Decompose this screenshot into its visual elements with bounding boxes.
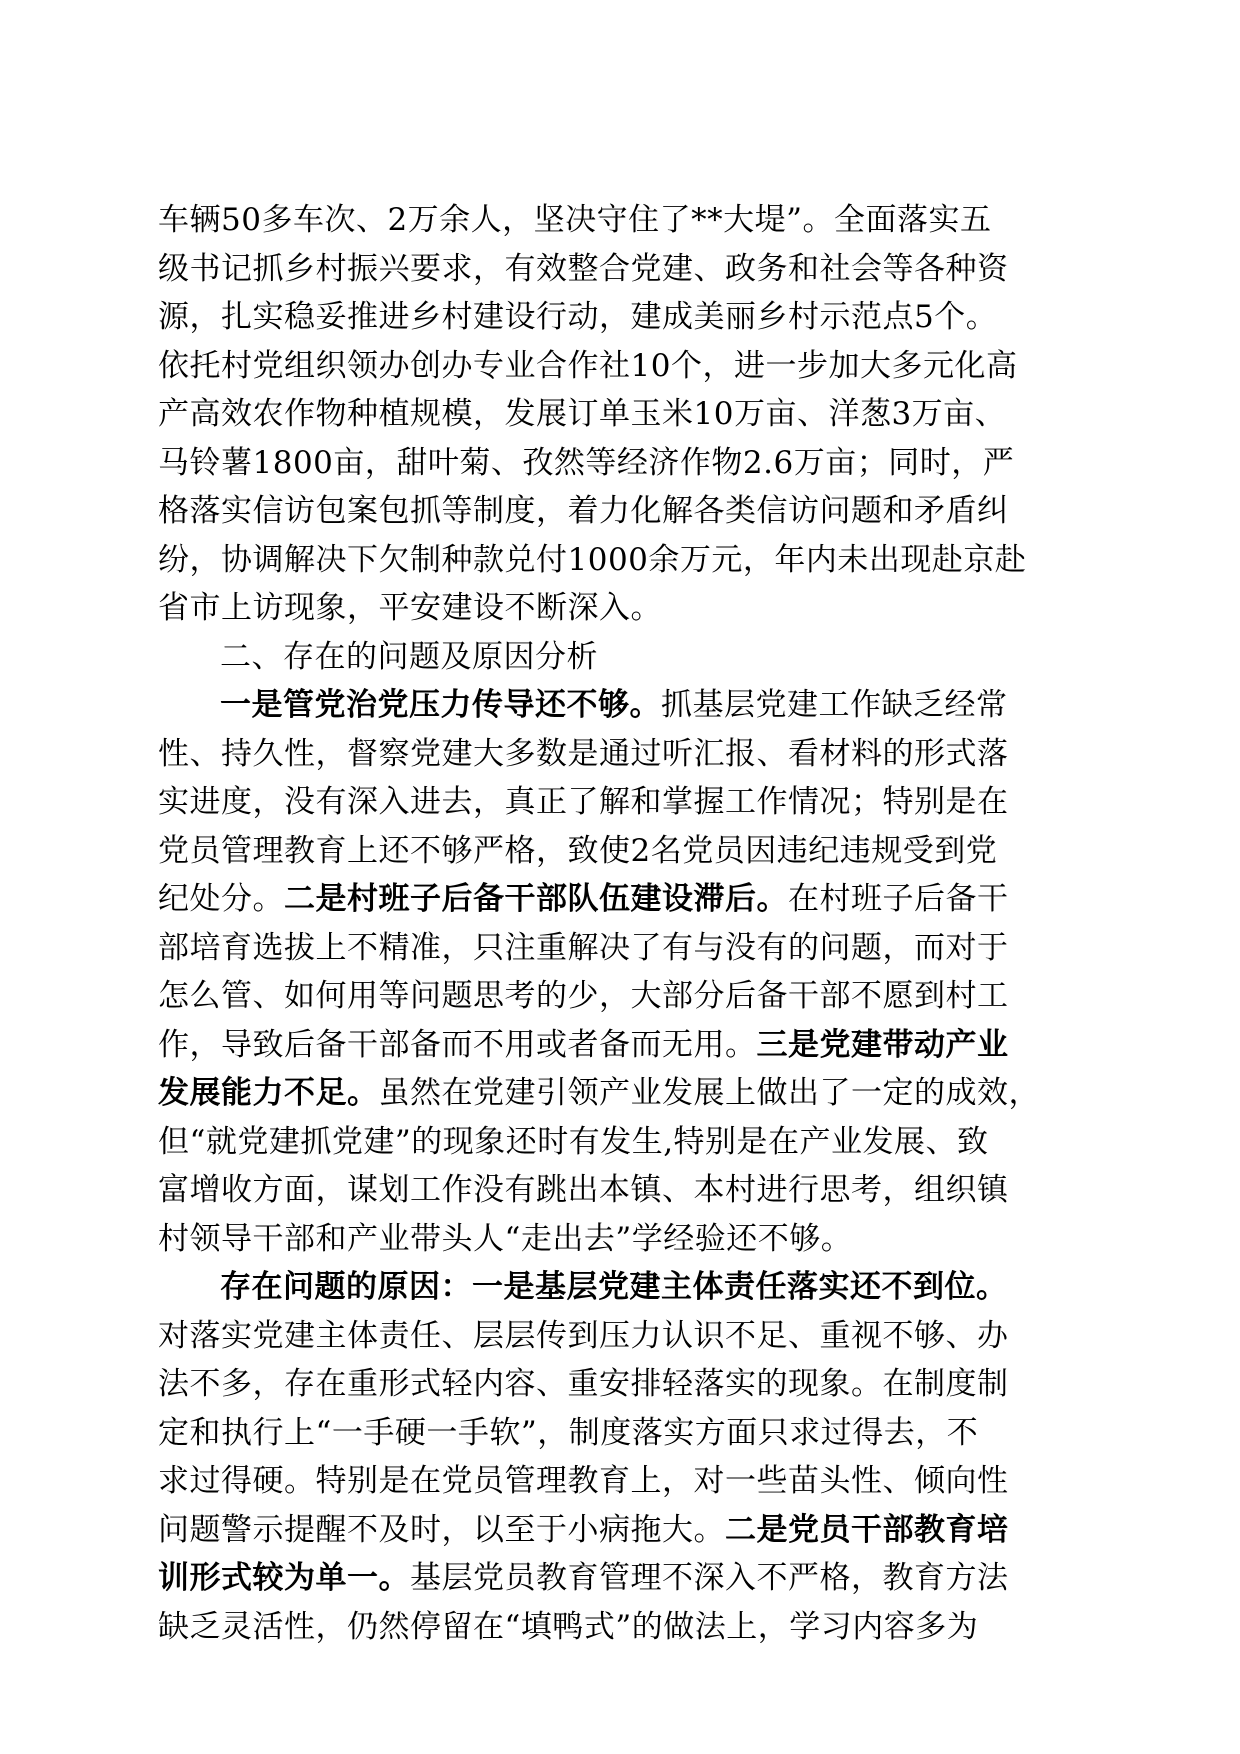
text-line: 实进度，没有深入进去，真正了解和掌握工作情况；特别是在 xyxy=(158,784,1009,820)
text-line: 缺乏灵活性，仍然停留在“填鸭式”的做法上，学习内容多为 xyxy=(158,1608,979,1645)
text-span: 作，导致后备干部备而不用或者备而无用。 xyxy=(158,1026,757,1063)
bold-lead: 训形式较为单一。 xyxy=(158,1560,410,1596)
section-heading-text: 二、存在的问题及原因分析 xyxy=(220,638,598,675)
text-line: 纷，协调解决下欠制种款兑付1000余万元，年内未出现赴京赴 xyxy=(158,541,1027,578)
paragraph-problems xyxy=(158,681,1078,1263)
text-line: 党员管理教育上还不够严格，致使2名党员因违纪违规受到党 xyxy=(158,832,998,869)
text-line: 法不多，存在重形式轻内容、重安排轻落实的现象。在制度制 xyxy=(158,1366,1009,1402)
bold-lead: 三是党建带动产业 xyxy=(756,1026,1009,1063)
text-line: 格落实信访包案包抓等制度，着力化解各类信访问题和矛盾纠 xyxy=(158,493,1009,529)
text-line: 性、持久性，督察党建大多数是通过听汇报、看材料的形式落 xyxy=(158,735,1009,772)
text-line: 产高效农作物种植规模，发展订单玉米10万亩、洋葱3万亩、 xyxy=(158,396,1007,432)
paragraph-causes xyxy=(158,1263,1078,1651)
text-span: 问题警示提醒不及时，以至于小病拖大。 xyxy=(158,1511,725,1548)
text-span: 基层党员教育管理不深入不严格，教育方法 xyxy=(410,1560,1009,1596)
text-line: 村领导干部和产业带头人“走出去”学经验还不够。 xyxy=(158,1220,853,1257)
section-heading xyxy=(158,633,1078,682)
bold-lead: 二是党员干部教育培 xyxy=(725,1511,1009,1548)
bold-lead: 发展能力不足。 xyxy=(158,1075,379,1111)
text-line: 省市上访现象，平安建设不断深入。 xyxy=(158,590,662,626)
text-line: 依托村党组织领办创办专业合作社10个，进一步加大多元化高 xyxy=(158,347,1018,384)
bold-lead: 一是管党治党压力传导还不够。 xyxy=(220,687,661,723)
text-line: 求过得硬。特别是在党员管理教育上，对一些苗头性、倾向性 xyxy=(158,1463,1009,1499)
text-span: 在村班子后备干 xyxy=(788,881,1009,917)
text-line xyxy=(158,1506,1078,1555)
text-line xyxy=(158,1021,1078,1070)
text-span: 抓基层党建工作缺乏经常 xyxy=(661,687,1008,723)
bold-lead: 二是村班子后备干部队伍建设滞后。 xyxy=(284,881,788,917)
text-line: 但“就党建抓党建”的现象还时有发生,特别是在产业发展、致 xyxy=(158,1123,989,1160)
text-line: 源，扎实稳妥推进乡村建设行动，建成美丽乡村示范点5个。 xyxy=(158,299,998,335)
text-line: 部培育选拔上不精准，只注重解决了有与没有的问题，而对于 xyxy=(158,929,1009,966)
text-line xyxy=(158,1554,1078,1603)
text-span: 纪处分。 xyxy=(158,881,284,917)
text-line: 富增收方面，谋划工作没有跳出本镇、本村进行思考，组织镇 xyxy=(158,1172,1009,1208)
document-body xyxy=(158,196,1078,1651)
text-line: 对落实党建主体责任、层层传到压力认识不足、重视不够、办 xyxy=(158,1317,1009,1354)
text-line xyxy=(158,681,1078,730)
text-line: 级书记抓乡村振兴要求，有效整合党建、政务和社会等各种资 xyxy=(158,250,1009,287)
text-line: 车辆50多车次、2万余人，坚决守住了**大堤”。全面落实五 xyxy=(158,202,992,238)
text-line: 定和执行上“一手硬一手软”，制度落实方面只求过得去，不 xyxy=(158,1414,979,1451)
paragraph-achievements xyxy=(158,196,1078,633)
text-span: 虽然在党建引领产业发展上做出了一定的成效， xyxy=(378,1075,1040,1111)
bold-lead: 存在问题的原因：一是基层党建主体责任落实还不到位。 xyxy=(220,1269,1008,1305)
text-line: 马铃薯1800亩，甜叶菊、孜然等经济作物2.6万亩；同时，严 xyxy=(158,444,1015,481)
text-line xyxy=(158,875,1078,924)
text-line xyxy=(158,1069,1078,1118)
text-line: 怎么管、如何用等问题思考的少，大部分后备干部不愿到村工 xyxy=(158,978,1009,1014)
